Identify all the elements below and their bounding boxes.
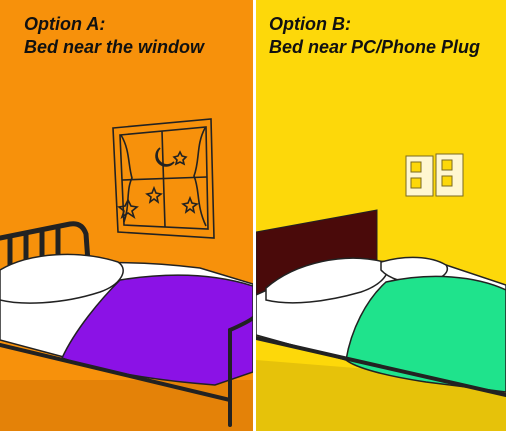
option-a-title: Option A:: [24, 14, 106, 34]
bedroom-scene-b: [256, 0, 506, 431]
option-b-title: Option B:: [269, 14, 351, 34]
option-a-caption: [24, 13, 204, 59]
option-a-description: Bed near the window: [24, 37, 205, 57]
option-b-description: Bed near PC/Phone Plug: [269, 37, 481, 57]
floor-a: [0, 380, 253, 431]
panel-option-b: [256, 0, 506, 431]
option-b-caption: [269, 13, 480, 59]
